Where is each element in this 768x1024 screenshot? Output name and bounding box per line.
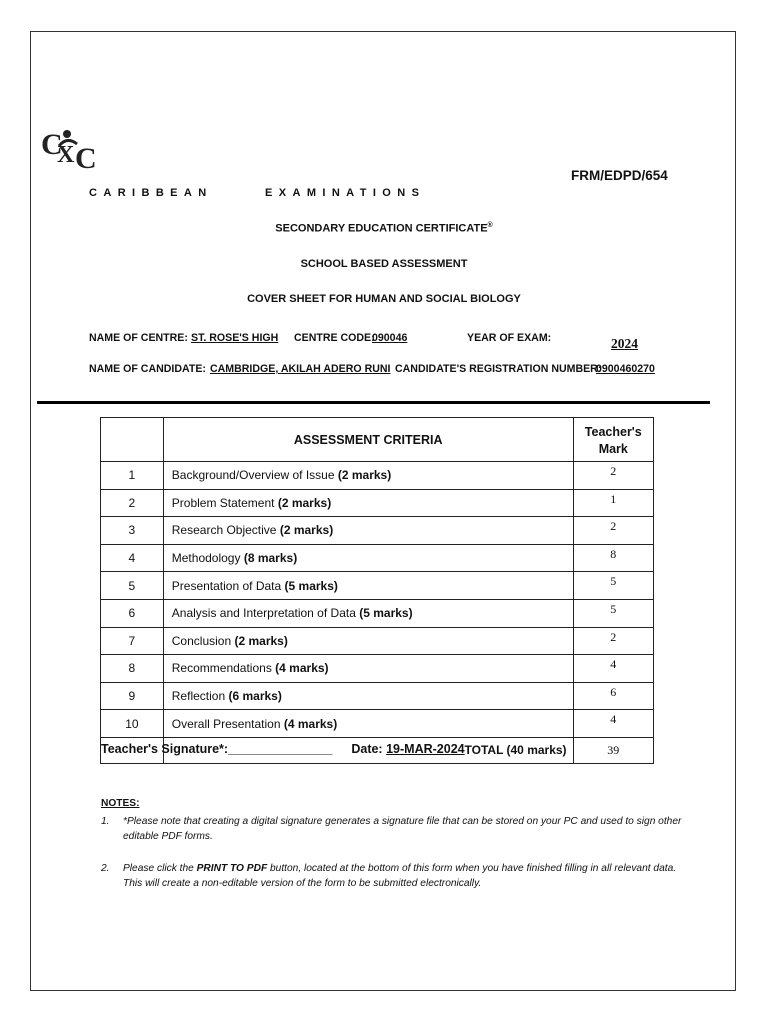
- teacher-mark-field[interactable]: 4: [573, 655, 653, 683]
- row-number: 8: [101, 655, 164, 683]
- divider: [37, 401, 710, 404]
- table-row: [101, 710, 654, 738]
- table-row: [101, 489, 654, 517]
- org-name-examinations: EXAMINATIONS: [265, 187, 426, 199]
- teacher-mark-field[interactable]: 2: [573, 627, 653, 655]
- assessment-type: SCHOOL BASED ASSESSMENT: [300, 258, 468, 270]
- row-number: 2: [101, 489, 164, 517]
- table-row: [101, 655, 654, 683]
- total-mark-field[interactable]: 39: [573, 737, 653, 763]
- row-number: 10: [101, 710, 164, 738]
- candidate-name-field[interactable]: CAMBRIDGE, AKILAH ADERO RUNI: [210, 363, 391, 375]
- table-row: [101, 462, 654, 490]
- org-name-caribbean: CARIBBEAN: [89, 187, 213, 199]
- criterion-cell: Reflection (6 marks): [163, 682, 573, 710]
- teacher-mark-header: Teacher's Mark: [573, 418, 653, 462]
- year-label: YEAR OF EXAM:: [467, 332, 552, 344]
- teacher-mark-field[interactable]: 6: [573, 682, 653, 710]
- teacher-mark-field[interactable]: 2: [573, 462, 653, 490]
- centre-code-label: CENTRE CODE:: [294, 332, 375, 344]
- criterion-cell: Presentation of Data (5 marks): [163, 572, 573, 600]
- teacher-mark-field[interactable]: 8: [573, 544, 653, 572]
- row-number: 6: [101, 599, 164, 627]
- date-field[interactable]: 19-MAR-2024: [386, 742, 465, 756]
- teacher-mark-field[interactable]: 1: [573, 489, 653, 517]
- row-number: 7: [101, 627, 164, 655]
- centre-name-field[interactable]: ST. ROSE'S HIGH: [191, 332, 279, 344]
- cover-sheet-title: COVER SHEET FOR HUMAN AND SOCIAL BIOLOGY: [247, 293, 521, 305]
- signature-line: [101, 742, 465, 756]
- date-label: Date:: [351, 742, 383, 756]
- table-row: [101, 517, 654, 545]
- year-field[interactable]: 2024: [611, 336, 638, 351]
- table-row: [101, 599, 654, 627]
- signature-field[interactable]: _______________: [228, 742, 333, 756]
- centre-name-label: NAME OF CENTRE:: [89, 332, 188, 344]
- table-row: [101, 572, 654, 600]
- centre-code-field[interactable]: 090046: [372, 332, 408, 344]
- note-1-text: *Please note that creating a digital signature generates a signature file that can be stored on your PC and used to sign other editable PDF forms.: [123, 816, 682, 842]
- signature-label: Teacher's Signature*:: [101, 742, 229, 756]
- registration-label: CANDIDATE'S REGISTRATION NUMBER:: [395, 363, 602, 375]
- total-label: TOTAL (40 marks): [163, 737, 573, 763]
- criterion-cell: Research Objective (2 marks): [163, 517, 573, 545]
- cxc-logo: [39, 124, 103, 172]
- criterion-cell: Analysis and Interpretation of Data (5 marks): [163, 599, 573, 627]
- criterion-cell: Overall Presentation (4 marks): [163, 710, 573, 738]
- row-number: 5: [101, 572, 164, 600]
- row-number: 1: [101, 462, 164, 490]
- teacher-mark-field[interactable]: 2: [573, 517, 653, 545]
- print-to-pdf-reference: PRINT TO PDF: [196, 863, 268, 874]
- row-number: 4: [101, 544, 164, 572]
- registration-field[interactable]: 0900460270: [596, 363, 655, 375]
- cover-sheet: [30, 31, 736, 991]
- candidate-name-label: NAME OF CANDIDATE:: [89, 363, 206, 375]
- criterion-cell: Recommendations (4 marks): [163, 655, 573, 683]
- row-number: 3: [101, 517, 164, 545]
- number-header: [101, 418, 164, 462]
- note-number: 1.: [101, 816, 110, 827]
- teacher-mark-field[interactable]: 5: [573, 599, 653, 627]
- svg-text:C: C: [41, 128, 63, 161]
- table-row: [101, 544, 654, 572]
- criterion-cell: Background/Overview of Issue (2 marks): [163, 462, 573, 490]
- form-code: FRM/EDPD/654: [571, 168, 668, 183]
- criterion-cell: Conclusion (2 marks): [163, 627, 573, 655]
- criterion-cell: Methodology (8 marks): [163, 544, 573, 572]
- row-number: 9: [101, 682, 164, 710]
- teacher-mark-field[interactable]: 5: [573, 572, 653, 600]
- certificate-title: SECONDARY EDUCATION CERTIFICATE®: [275, 222, 493, 235]
- note-number: 2.: [101, 863, 110, 874]
- svg-text:X: X: [57, 142, 75, 168]
- criteria-header: ASSESSMENT CRITERIA: [163, 418, 573, 462]
- assessment-table: [100, 417, 654, 764]
- teacher-mark-field[interactable]: 4: [573, 710, 653, 738]
- note-2-text: Please click the PRINT TO PDF button, located at the bottom of this form when you have finished filling in all relevant data. This will create a non-editable version of the form to be submitted electronically.: [123, 863, 677, 889]
- table-row: [101, 627, 654, 655]
- notes-heading: NOTES:: [101, 798, 140, 809]
- table-row: [101, 682, 654, 710]
- svg-text:C: C: [75, 142, 97, 172]
- criterion-cell: Problem Statement (2 marks): [163, 489, 573, 517]
- table-header-row: [101, 418, 654, 462]
